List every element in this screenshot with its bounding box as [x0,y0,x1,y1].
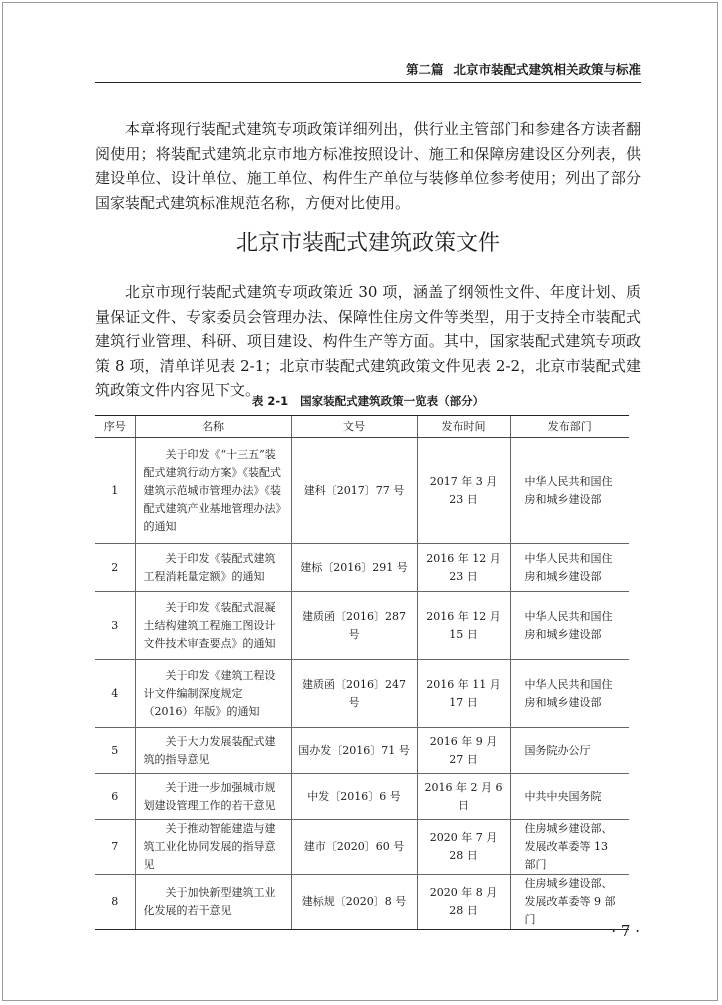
table-row [95,875,629,930]
cell-date: 2016 年 11 月 17 日 [417,660,510,728]
cell-dept: 中华人民共和国住房和城乡建设部 [510,660,629,728]
cell-doc: 建市〔2020〕60 号 [291,820,417,875]
header-title: 北京市装配式建筑相关政策与标准 [453,62,641,77]
cell-doc: 中发〔2016〕6 号 [291,774,417,820]
header-name: 名称 [135,416,291,438]
cell-date: 2020 年 8 月 28 日 [417,875,510,930]
cell-date: 2020 年 7 月 28 日 [417,820,510,875]
cell-dept: 住房城乡建设部、发展改革委等 9 部门 [510,875,629,930]
cell-dept: 国务院办公厅 [510,728,629,774]
cell-date: 2016 年 9 月 27 日 [417,728,510,774]
cell-no: 1 [95,438,135,544]
table-row [95,820,629,875]
cell-no: 8 [95,875,135,930]
cell-name: 关于印发《装配式混凝土结构建筑工程施工图设计文件技术审查要点》的通知 [135,592,291,660]
cell-dept: 中华人民共和国住房和城乡建设部 [510,438,629,544]
cell-no: 4 [95,660,135,728]
cell-dept: 中共中央国务院 [510,774,629,820]
cell-date: 2016 年 12 月 23 日 [417,544,510,592]
cell-name: 关于印发《建筑工程设计文件编制深度规定（2016）年版》的通知 [135,660,291,728]
table-row [95,544,629,592]
header-part: 第二篇 [405,62,444,77]
cell-date: 2017 年 3 月 23 日 [417,438,510,544]
running-header [95,60,641,83]
cell-no: 7 [95,820,135,875]
cell-name: 关于进一步加强城市规划建设管理工作的若干意见 [135,774,291,820]
table-row [95,660,629,728]
table-header-row [95,416,629,438]
cell-doc: 建科〔2017〕77 号 [291,438,417,544]
cell-name: 关于印发《“十三五”装配式建筑行动方案》《装配式建筑示范城市管理办法》《装配式建筑产业基地管理办法》的通知 [135,438,291,544]
cell-date: 2016 年 12 月 15 日 [417,592,510,660]
cell-name: 关于加快新型建筑工业化发展的若干意见 [135,875,291,930]
cell-no: 5 [95,728,135,774]
cell-doc: 建标规〔2020〕8 号 [291,875,417,930]
section-body-paragraph: 北京市现行装配式建筑专项政策近 30 项，涵盖了纲领性文件、年度计划、质量保证文件、专家委员会管理办法、保障性住房文件等类型，用于支持全市装配式建筑行业管理、科研、项目建设、构件生产等方面。其中，国家装配式建筑专项政策 8 项，清单详见表 2-1；北京市装配式建筑政策文件见表 2-2，北京市装配式建筑政策文件内容见下文。 [95,283,641,399]
table-caption [95,393,641,409]
table-row [95,438,629,544]
header-dept: 发布部门 [510,416,629,438]
cell-name: 关于印发《装配式建筑工程消耗量定额》的通知 [135,544,291,592]
header-doc: 文号 [291,416,417,438]
cell-dept: 中华人民共和国住房和城乡建设部 [510,592,629,660]
cell-doc: 建质函〔2016〕247 号 [291,660,417,728]
cell-dept: 住房城乡建设部、发展改革委等 13 部门 [510,820,629,875]
cell-doc: 建质函〔2016〕287 号 [291,592,417,660]
page-number: · 7 · [611,922,640,940]
cell-no: 2 [95,544,135,592]
cell-name: 关于大力发展装配式建筑的指导意见 [135,728,291,774]
table-row [95,592,629,660]
table-row [95,774,629,820]
table-row [95,728,629,774]
header-no: 序号 [95,416,135,438]
cell-no: 3 [95,592,135,660]
cell-doc: 国办发〔2016〕71 号 [291,728,417,774]
cell-doc: 建标〔2016〕291 号 [291,544,417,592]
cell-name: 关于推动智能建造与建筑工业化协同发展的指导意见 [135,820,291,875]
policy-table [95,415,629,930]
section-title: 北京市装配式建筑政策文件 [235,231,500,256]
cell-no: 6 [95,774,135,820]
header-date: 发布时间 [417,416,510,438]
intro-paragraph: 本章将现行装配式建筑专项政策详细列出，供行业主管部门和参建各方读者翻阅使用；将装配式建筑北京市地方标准按照设计、施工和保障房建设区分列表，供建设单位、设计单位、施工单位、构件生产单位与装修单位参考使用；列出了部分国家装配式建筑标准规范名称，方便对比使用。 [95,120,641,212]
cell-date: 2016 年 2 月 6 日 [417,774,510,820]
cell-dept: 中华人民共和国住房和城乡建设部 [510,544,629,592]
table-number: 表 2-1 [251,394,289,408]
table-title: 国家装配式建筑政策一览表（部分） [300,394,485,408]
